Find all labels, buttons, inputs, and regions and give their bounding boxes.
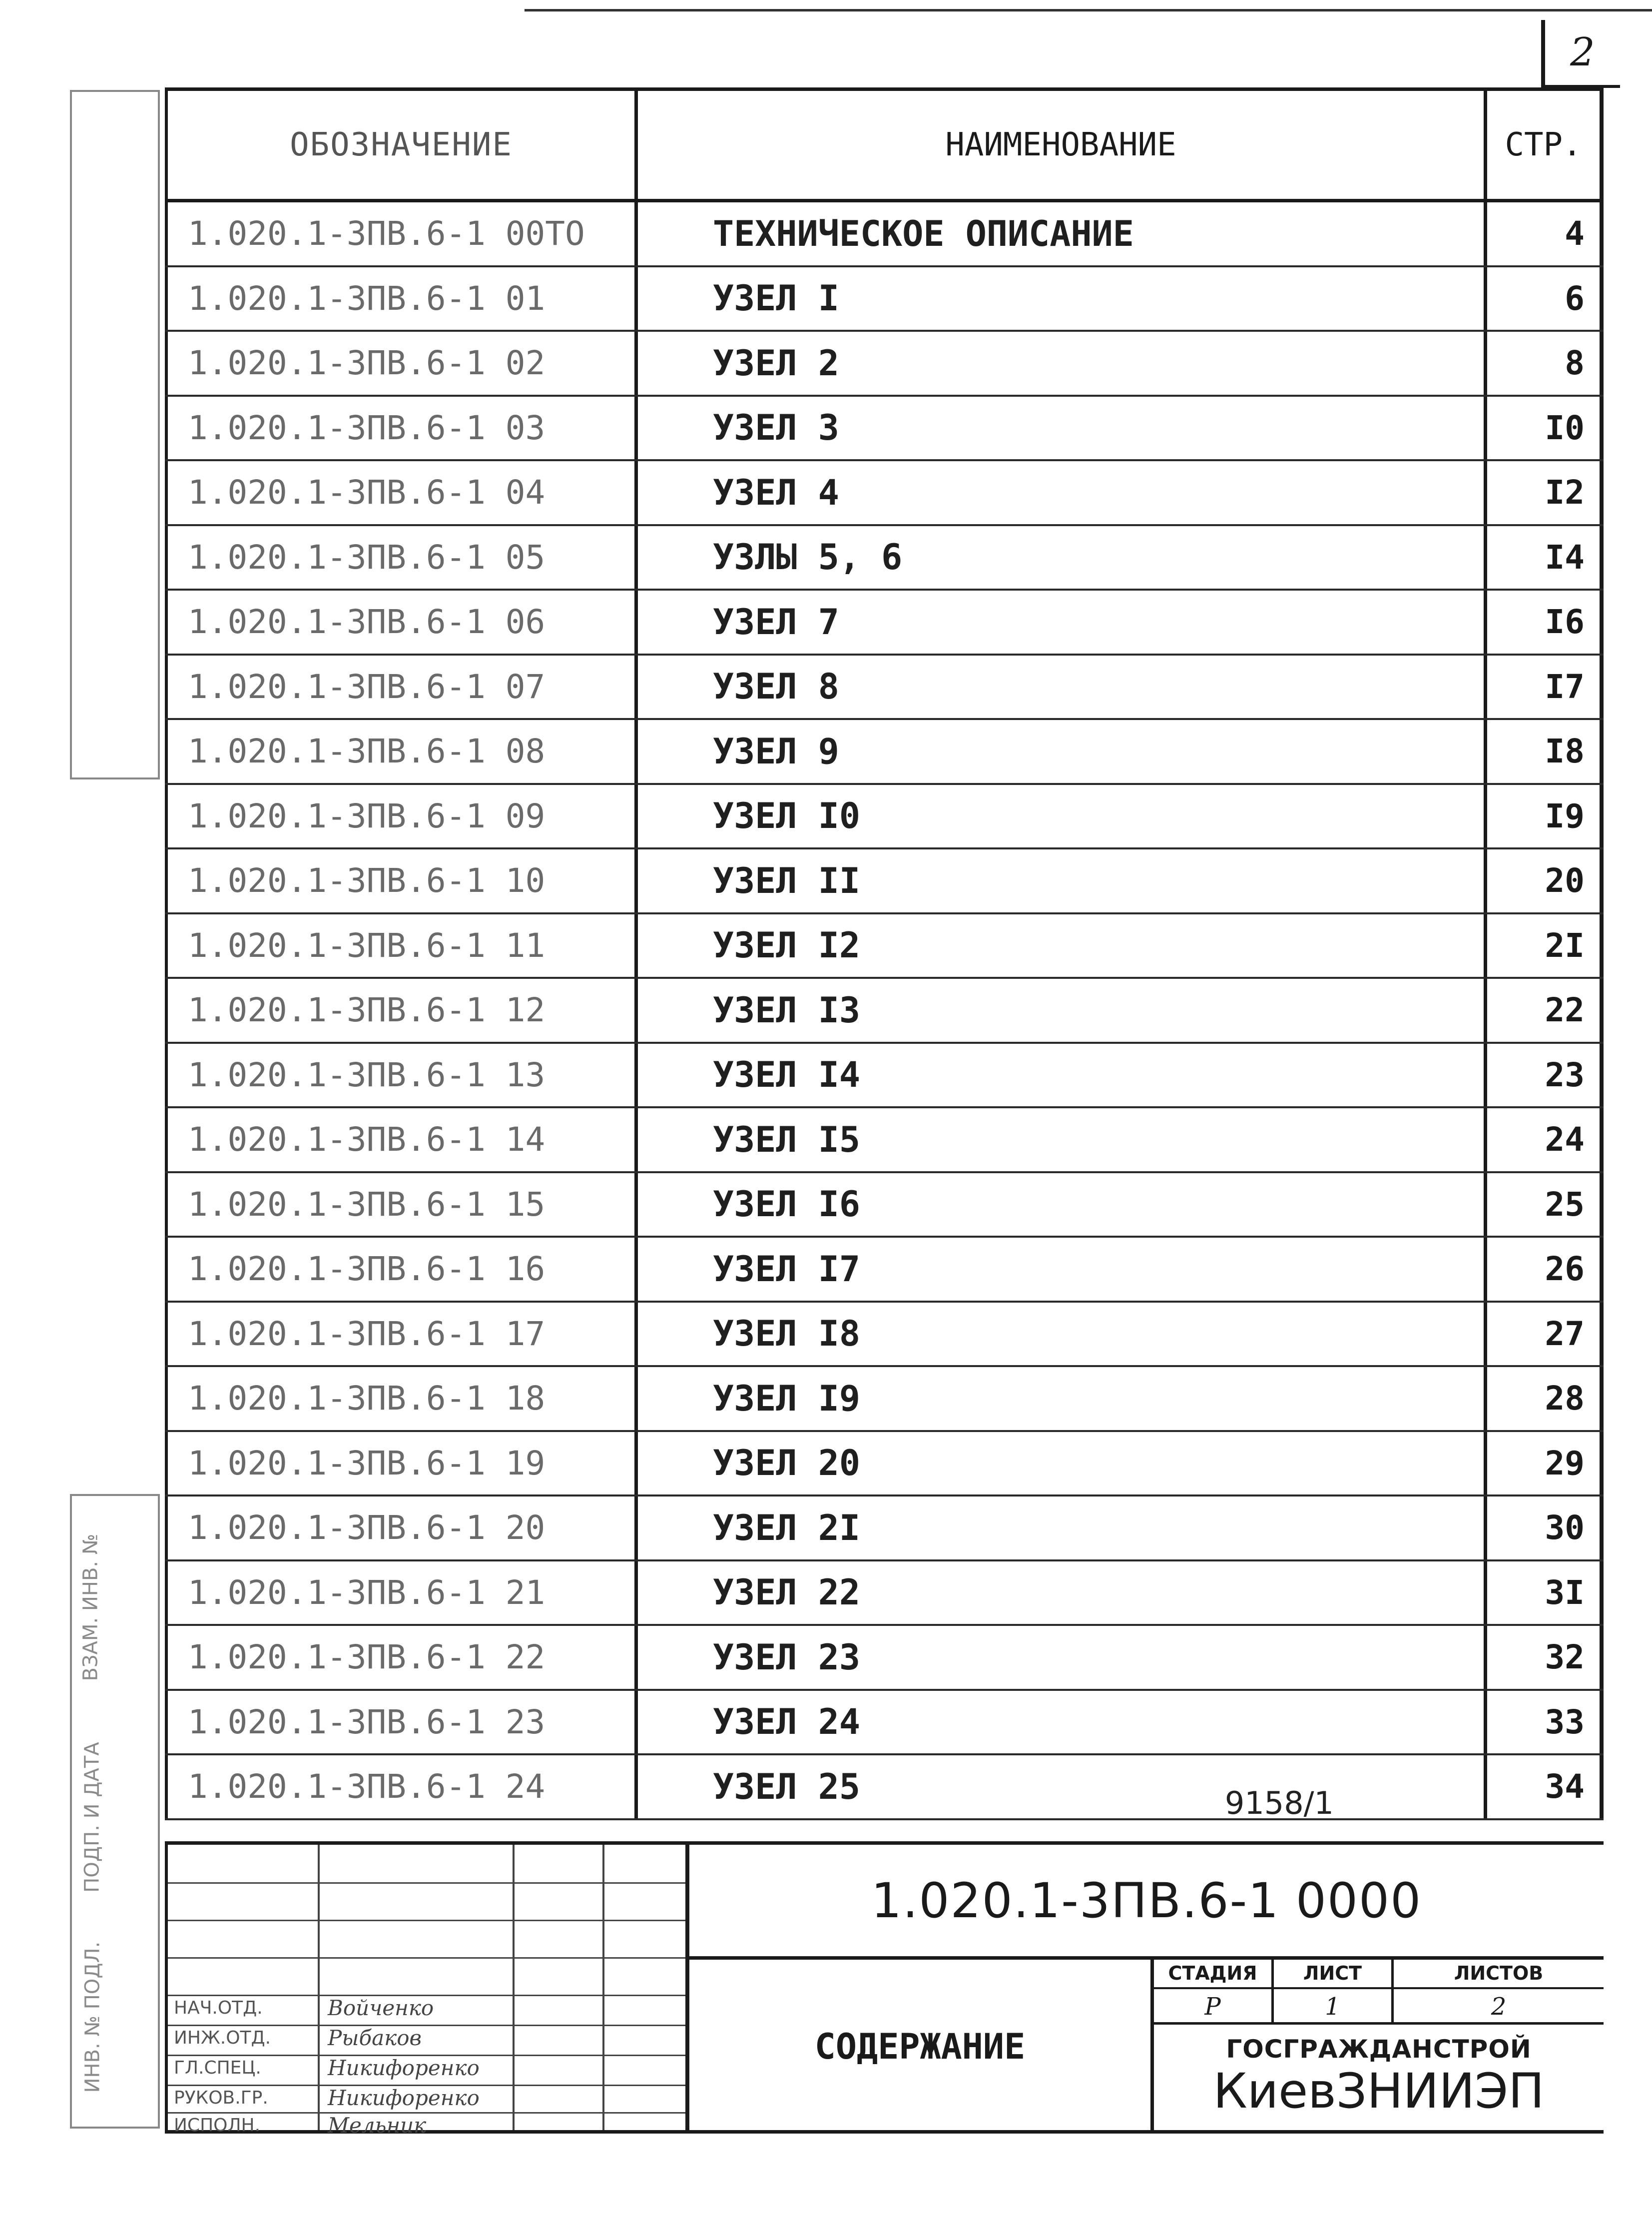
row-page: 30 <box>1484 1496 1604 1559</box>
sheet-value: 1 <box>1325 1993 1340 2021</box>
row-designation: 1.020.1-3ПВ.6-1 15 <box>165 1173 634 1236</box>
table-row <box>165 785 1604 850</box>
header-designation: ОБОЗНАЧЕНИЕ <box>165 91 634 199</box>
table-row <box>165 397 1604 462</box>
table-header <box>165 87 1604 202</box>
table-row <box>165 332 1604 397</box>
stage-cell <box>1154 1960 1274 2022</box>
table-row <box>165 914 1604 979</box>
table-row <box>165 849 1604 914</box>
table-row <box>165 1044 1604 1109</box>
row-designation: 1.020.1-3ПВ.6-1 00ТО <box>165 202 634 265</box>
signature-name: Рыбаков <box>328 2026 422 2050</box>
table-row <box>165 1367 1604 1432</box>
row-name: УЗЕЛ I0 <box>634 785 1484 848</box>
row-page: 29 <box>1484 1432 1604 1495</box>
row-name: УЗЕЛ 2I <box>634 1496 1484 1559</box>
signature-name: Войченко <box>328 1996 434 2020</box>
page-number: 2 <box>1541 20 1620 88</box>
row-designation: 1.020.1-3ПВ.6-1 16 <box>165 1238 634 1301</box>
margin-stamp-label: ИНВ. № ПОДЛ. <box>81 1941 104 2093</box>
stage-value: Р <box>1204 1993 1221 2021</box>
row-designation: 1.020.1-3ПВ.6-1 11 <box>165 914 634 977</box>
row-name: УЗЕЛ I5 <box>634 1108 1484 1171</box>
title-block <box>165 1841 1604 2138</box>
sheet-label: ЛИСТ <box>1274 1960 1391 1989</box>
table-row <box>165 1303 1604 1368</box>
divider <box>168 1920 685 1921</box>
table-row <box>165 1626 1604 1691</box>
row-name: УЗЛЫ 5, 6 <box>634 526 1484 589</box>
table-row <box>165 267 1604 332</box>
row-page: 20 <box>1484 849 1604 912</box>
row-designation: 1.020.1-3ПВ.6-1 03 <box>165 397 634 460</box>
row-designation: 1.020.1-3ПВ.6-1 14 <box>165 1108 634 1171</box>
sheet-cell <box>1274 1960 1394 2022</box>
row-designation: 1.020.1-3ПВ.6-1 04 <box>165 461 634 524</box>
signature-role: ГЛ.СПЕЦ. <box>174 2058 261 2078</box>
top-border-line <box>525 9 1652 11</box>
row-designation: 1.020.1-3ПВ.6-1 10 <box>165 849 634 912</box>
row-page: 23 <box>1484 1044 1604 1107</box>
table-row <box>165 1108 1604 1173</box>
row-page: 25 <box>1484 1173 1604 1236</box>
row-page: 28 <box>1484 1367 1604 1430</box>
row-name: УЗЕЛ I6 <box>634 1173 1484 1236</box>
header-page: СТР. <box>1484 91 1604 199</box>
row-page: 22 <box>1484 979 1604 1042</box>
divider <box>168 1957 685 1959</box>
row-designation: 1.020.1-3ПВ.6-1 23 <box>165 1691 634 1754</box>
row-page: 3I <box>1484 1561 1604 1624</box>
signature-block <box>165 1845 689 2138</box>
row-page: 26 <box>1484 1238 1604 1301</box>
row-name: УЗЕЛ 3 <box>634 397 1484 460</box>
row-page: 33 <box>1484 1691 1604 1754</box>
table-row <box>165 1691 1604 1756</box>
row-page: I0 <box>1484 397 1604 460</box>
row-name: УЗЕЛ 4 <box>634 461 1484 524</box>
row-designation: 1.020.1-3ПВ.6-1 17 <box>165 1303 634 1366</box>
signature-role: ИНЖ.ОТД. <box>174 2028 271 2048</box>
row-name: УЗЕЛ I7 <box>634 1238 1484 1301</box>
row-page: 24 <box>1484 1108 1604 1171</box>
row-page: I2 <box>1484 461 1604 524</box>
row-name: УЗЕЛ II <box>634 849 1484 912</box>
signature-name: Никифоренко <box>328 2056 480 2080</box>
table-row <box>165 591 1604 656</box>
sheets-value: 2 <box>1491 1993 1507 2021</box>
row-page: 4 <box>1484 202 1604 265</box>
table-row <box>165 1755 1604 1820</box>
row-page: 8 <box>1484 332 1604 395</box>
row-page: I4 <box>1484 526 1604 589</box>
row-designation: 1.020.1-3ПВ.6-1 21 <box>165 1561 634 1624</box>
row-name: УЗЕЛ I3 <box>634 979 1484 1042</box>
row-designation: 1.020.1-3ПВ.6-1 13 <box>165 1044 634 1107</box>
row-name: УЗЕЛ 9 <box>634 720 1484 783</box>
row-designation: 1.020.1-3ПВ.6-1 02 <box>165 332 634 395</box>
row-designation: 1.020.1-3ПВ.6-1 18 <box>165 1367 634 1430</box>
table-row <box>165 656 1604 721</box>
row-page: 32 <box>1484 1626 1604 1689</box>
row-name: УЗЕЛ 2 <box>634 332 1484 395</box>
row-name: УЗЕЛ I <box>634 267 1484 330</box>
table-row <box>165 979 1604 1044</box>
signature-name: Никифоренко <box>328 2086 480 2110</box>
row-designation: 1.020.1-3ПВ.6-1 24 <box>165 1755 634 1818</box>
row-name: УЗЕЛ 8 <box>634 656 1484 719</box>
row-page: I8 <box>1484 720 1604 783</box>
organization-institute: КиевЗНИИЭП <box>1213 2063 1545 2119</box>
divider <box>513 1845 515 2130</box>
table-row <box>165 1432 1604 1497</box>
margin-stamp-bottom <box>70 1494 160 2129</box>
table-row <box>165 1238 1604 1303</box>
table-row <box>165 202 1604 267</box>
row-name: УЗЕЛ 7 <box>634 591 1484 654</box>
table-row <box>165 1496 1604 1561</box>
row-name: УЗЕЛ I8 <box>634 1303 1484 1366</box>
row-name: УЗЕЛ I4 <box>634 1044 1484 1107</box>
row-page: 2I <box>1484 914 1604 977</box>
row-designation: 1.020.1-3ПВ.6-1 01 <box>165 267 634 330</box>
row-designation: 1.020.1-3ПВ.6-1 19 <box>165 1432 634 1495</box>
row-name: УЗЕЛ 25 9158/1 <box>634 1755 1484 1818</box>
signature-role: ИСПОЛН. <box>174 2115 261 2136</box>
row-page: 6 <box>1484 267 1604 330</box>
row-name: УЗЕЛ I9 <box>634 1367 1484 1430</box>
row-name: УЗЕЛ 23 <box>634 1626 1484 1689</box>
document-code: 1.020.1-3ПВ.6-1 0000 <box>689 1845 1604 1960</box>
row-page: 27 <box>1484 1303 1604 1366</box>
row-page: 34 <box>1484 1755 1604 1818</box>
row-page: I7 <box>1484 656 1604 719</box>
signature-role: НАЧ.ОТД. <box>174 1998 263 2018</box>
header-name: НАИМЕНОВАНИЕ <box>634 91 1484 199</box>
row-designation: 1.020.1-3ПВ.6-1 09 <box>165 785 634 848</box>
row-page: I6 <box>1484 591 1604 654</box>
row-designation: 1.020.1-3ПВ.6-1 22 <box>165 1626 634 1689</box>
row-name: ТЕХНИЧЕСКОЕ ОПИСАНИЕ <box>634 202 1484 265</box>
divider <box>602 1845 604 2130</box>
margin-stamp-label: ПОДП. И ДАТА <box>80 1742 104 1893</box>
row-designation: 1.020.1-3ПВ.6-1 06 <box>165 591 634 654</box>
table-row <box>165 720 1604 785</box>
sheet-registration-number: 9158/1 <box>1224 1784 1334 1818</box>
row-name: УЗЕЛ 20 <box>634 1432 1484 1495</box>
table-row <box>165 1173 1604 1238</box>
organization-stamp <box>1154 2025 1604 2134</box>
row-name: УЗЕЛ 22 <box>634 1561 1484 1624</box>
document-title: СОДЕРЖАНИЕ <box>689 1960 1154 2134</box>
row-designation: 1.020.1-3ПВ.6-1 05 <box>165 526 634 589</box>
divider <box>168 1882 685 1884</box>
row-name: УЗЕЛ 24 <box>634 1691 1484 1754</box>
table-row <box>165 526 1604 591</box>
organization-name: ГОСГРАЖДАНСТРОЙ <box>1226 2035 1532 2064</box>
row-designation: 1.020.1-3ПВ.6-1 07 <box>165 656 634 719</box>
row-designation: 1.020.1-3ПВ.6-1 20 <box>165 1496 634 1559</box>
row-designation: 1.020.1-3ПВ.6-1 12 <box>165 979 634 1042</box>
table-row <box>165 1561 1604 1626</box>
stage-label: СТАДИЯ <box>1154 1960 1271 1989</box>
signature-role: РУКОВ.ГР. <box>174 2088 268 2108</box>
signature-name: Мельник <box>328 2113 427 2138</box>
margin-stamp-top <box>70 90 160 779</box>
sheets-label: ЛИСТОВ <box>1394 1960 1604 1989</box>
margin-stamp-label: ВЗАМ. ИНВ. № <box>79 1533 102 1681</box>
stage-sheet-box <box>1154 1960 1604 2025</box>
row-page: I9 <box>1484 785 1604 848</box>
row-designation: 1.020.1-3ПВ.6-1 08 <box>165 720 634 783</box>
row-name: УЗЕЛ I2 <box>634 914 1484 977</box>
sheets-cell <box>1394 1960 1604 2022</box>
table-row <box>165 461 1604 526</box>
